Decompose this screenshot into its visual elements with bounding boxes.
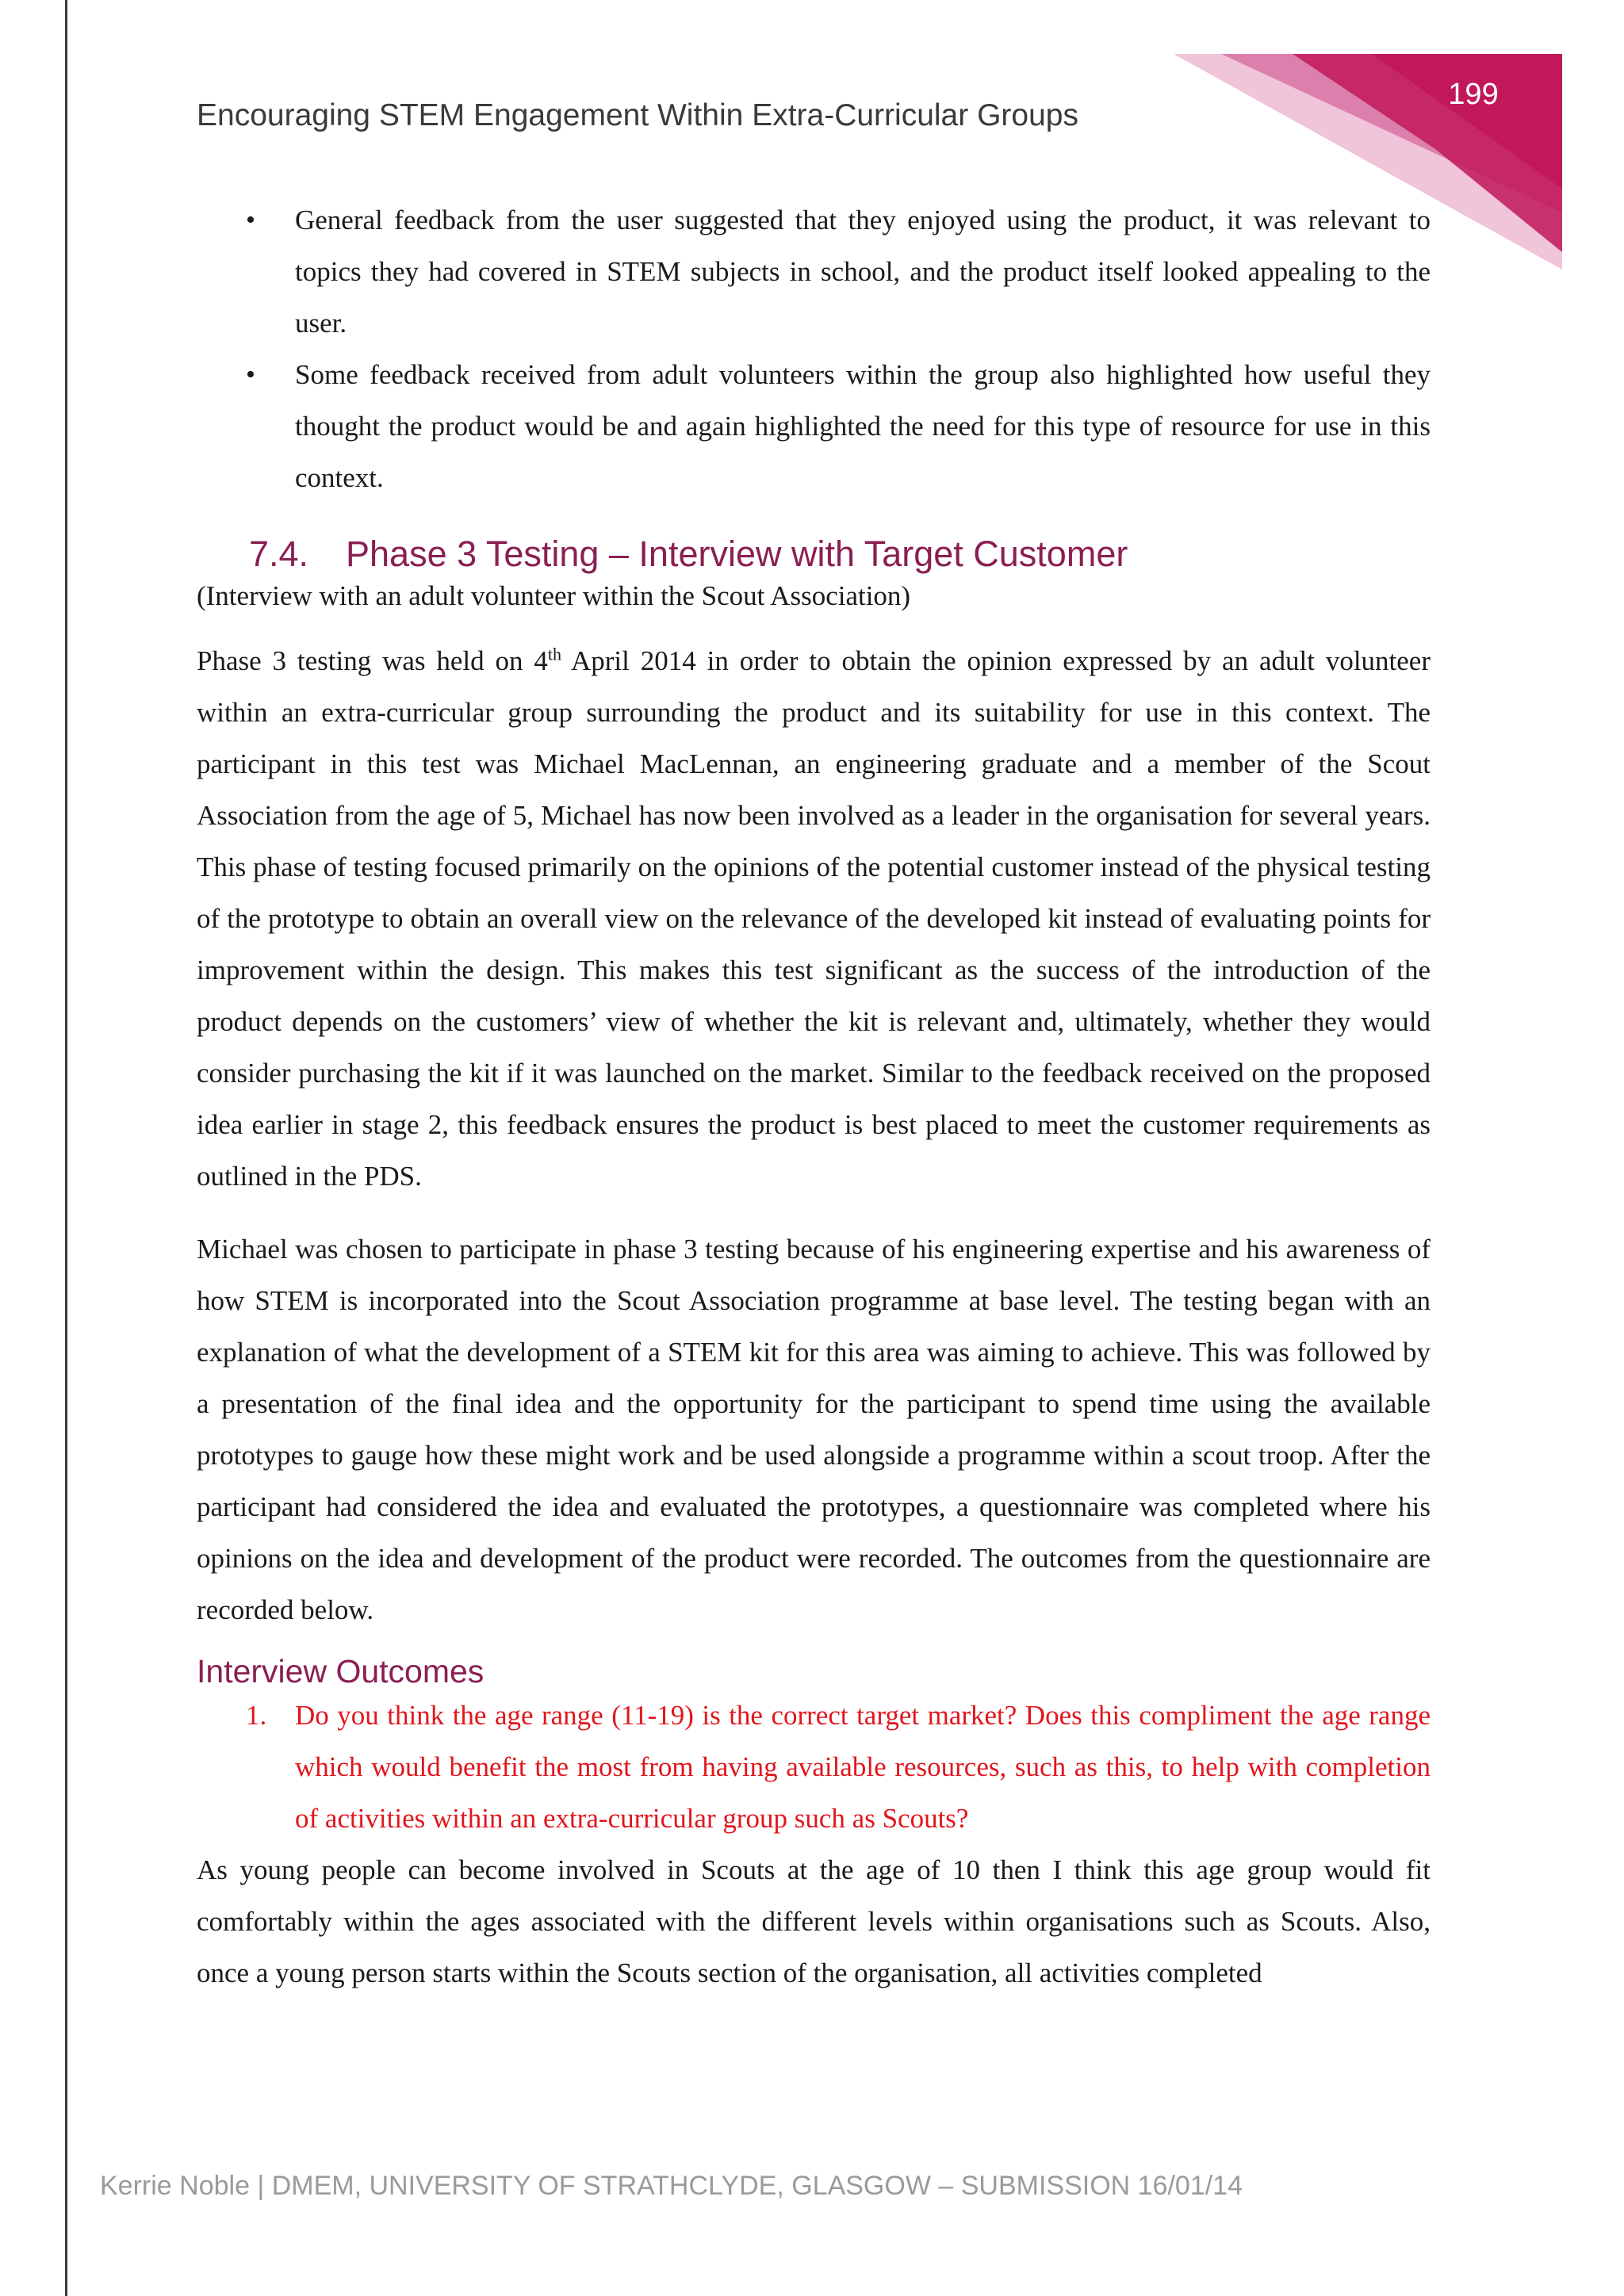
section-number: 7.4. <box>249 534 309 574</box>
bullet-dot-icon: • <box>246 360 255 389</box>
interview-answer: As young people can become involved in Scouts at the age of 10 then I think this age group would fit comfortably within the ages associated with the different levels within organisations such as Scouts. Also, once a young person starts within the Scouts section of the organisation, all activities completed <box>197 1854 1431 1988</box>
paragraph-text: Phase 3 testing was held on 4 <box>197 645 548 676</box>
feedback-bullet-list <box>197 194 1431 503</box>
running-header-title: Encouraging STEM Engagement Within Extra-Curricular Groups <box>197 98 1078 132</box>
bullet-text: General feedback from the user suggested that they enjoyed using the product, it was relevant to topics they had covered in STEM subjects in school, and the product itself looked appealing to the user. <box>295 205 1431 339</box>
bullet-dot-icon: • <box>246 205 255 235</box>
bullet-item <box>197 194 1431 349</box>
section-title: Phase 3 Testing – Interview with Target Customer <box>346 534 1128 574</box>
interview-question <box>197 1689 1431 1844</box>
ordinal-superscript: th <box>547 644 562 664</box>
bullet-item <box>197 349 1431 503</box>
body-paragraph: Michael was chosen to participate in phase 3 testing because of his engineering expertise and his awareness of how STEM is incorporated into the Scout Association programme at base level. The testing began with an explanation of what the development of a STEM kit for this area was aiming to achieve. This was followed by a presentation of the final idea and the opportunity for the participant to spend time using the available prototypes to gauge how these might work and be used alongside a programme within a scout troop. After the participant had considered the idea and evaluated the prototypes, a questionnaire was completed where his opinions on the idea and development of the product were recorded. The outcomes from the questionnaire are recorded below. <box>197 1234 1431 1625</box>
page-number: 199 <box>1448 78 1499 111</box>
page-footer: Kerrie Noble | DMEM, UNIVERSITY OF STRATHCLYDE, GLASGOW – SUBMISSION 16/01/14 <box>100 2171 1243 2201</box>
body-paragraph <box>197 635 1431 1202</box>
question-text: Do you think the age range (11-19) is the correct target market? Does this compliment the age range which would benefit the most from having available resources, such as this, to help with completion of activities within an extra-curricular group such as Scouts? <box>295 1700 1431 1834</box>
paragraph-text: April 2014 in order to obtain the opinion expressed by an adult volunteer within an extra-curricular group surrounding the product and its suitability for use in this context. The participant in this test was Michael MacLennan, an engineering graduate and a member of the Scout Association from the age of 5, Michael has now been involved as a leader in the organisation for several years. This phase of testing focused primarily on the opinions of the potential customer instead of the physical testing of the prototype to obtain an overall view on the relevance of the developed kit instead of evaluating points for improvement within the design. This makes this test significant as the success of the introduction of the product depends on the customers’ view of whether the kit is relevant and, ultimately, whether they would consider purchasing the kit if it was launched on the market. Similar to the feedback received on the proposed idea earlier in stage 2, this feedback ensures the product is best placed to meet the customer requirements as outlined in the PDS. <box>197 645 1431 1192</box>
bullet-text: Some feedback received from adult volunteers within the group also highlighted how useful they thought the product would be and again highlighted the need for this type of resource for use in this context. <box>295 359 1431 493</box>
page-content <box>197 194 1431 1999</box>
section-subtitle: (Interview with an adult volunteer within the Scout Association) <box>197 580 911 611</box>
interview-outcomes-heading: Interview Outcomes <box>197 1653 485 1689</box>
interview-question-list <box>197 1689 1431 1844</box>
left-margin-rule <box>65 0 67 2296</box>
section-heading <box>197 533 1431 576</box>
question-number: 1. <box>246 1700 267 1731</box>
